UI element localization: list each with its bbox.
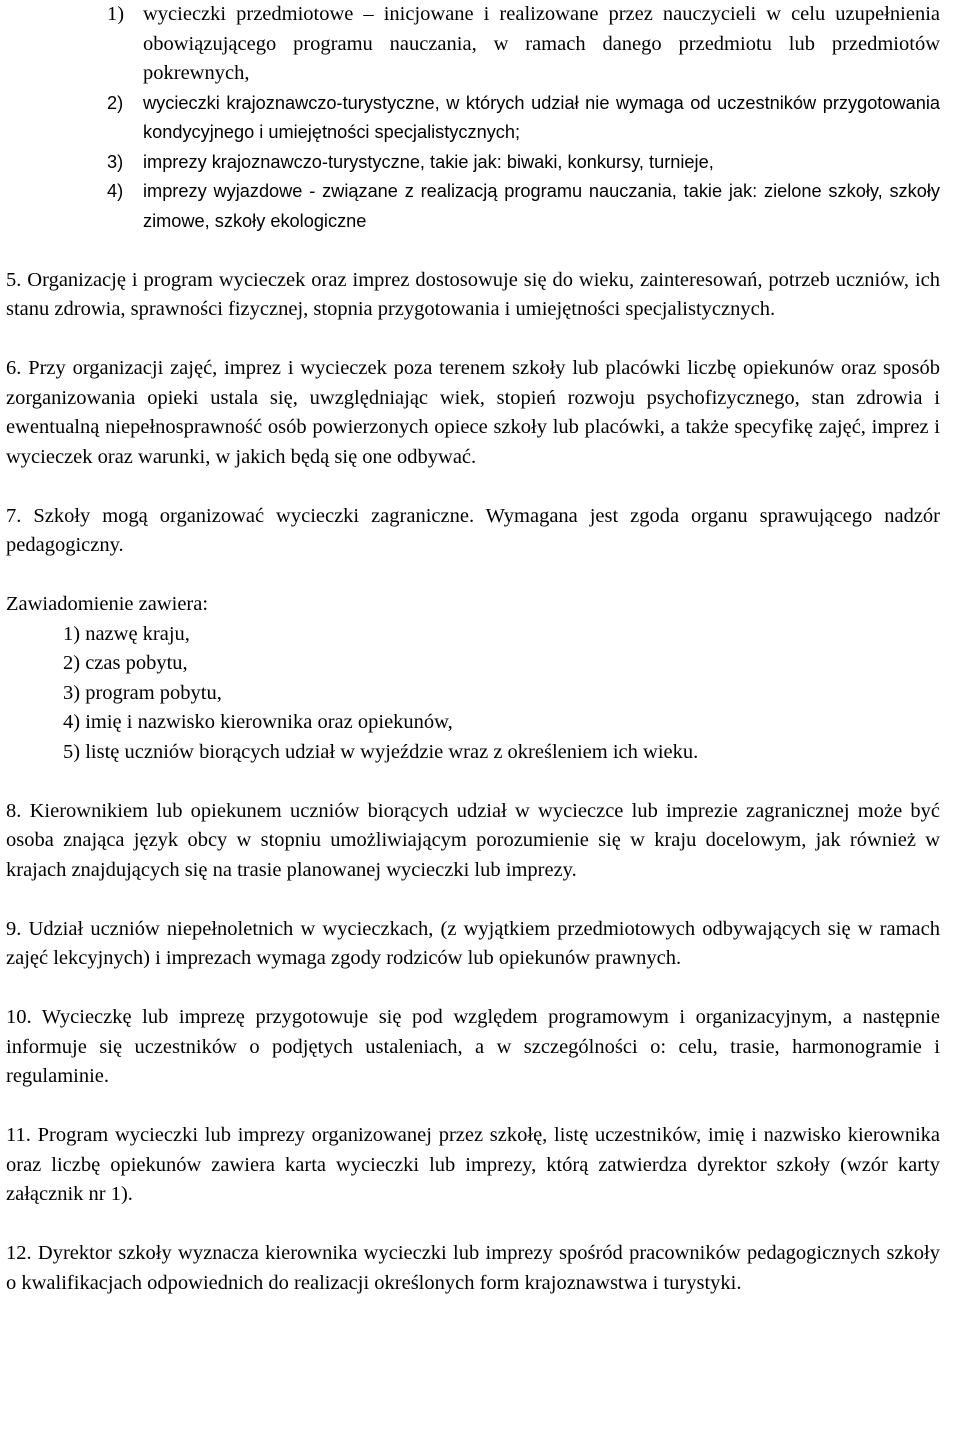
paragraph-6: 6. Przy organizacji zajęć, imprez i wycieczek poza terenem szkoły lub placówki liczbę opiekunów oraz sposób zorganizowania opieki ustala się, uwzględniając wiek, stopień rozwoju psychofizycznego, stan zdrowia i ewentualną niepełnosprawność osób powierzonych opiece szkoły lub placówki, a także specyfikę zajęć, imprez i wycieczek oraz warunki, w jakich będą się one odbywać. xyxy=(6,357,940,468)
trip-types-list xyxy=(6,0,940,236)
list-item-text: wycieczki przedmiotowe – inicjowane i realizowane przez nauczycieli w celu uzupełnienia obowiązującego programu nauczania, w ramach danego przedmiotu lub przedmiotów pokrewnych, xyxy=(143,3,940,84)
list-item: 1) nazwę kraju, xyxy=(63,622,190,645)
paragraph-8: 8. Kierownikiem lub opiekunem uczniów biorących udział w wycieczce lub imprezie zagranicznej może być osoba znająca język obcy w stopniu umożliwiającym porozumienie się w kraju docelowym, jak również w krajach znajdujących się na trasie planowanej wycieczki lub imprezy. xyxy=(6,799,940,881)
list-item-text: wycieczki krajoznawczo-turystyczne, w których udział nie wymaga od uczestników przygotowania kondycyjnego i umiejętności specjalistycznych; xyxy=(143,92,940,142)
list-item: 5) listę uczniów biorących udział w wyjeździe wraz z określeniem ich wieku. xyxy=(63,740,699,763)
list-item: 4) imię i nazwisko kierownika oraz opiekunów, xyxy=(63,711,453,733)
list-item xyxy=(6,89,940,148)
list-item xyxy=(6,177,940,236)
list-item-number: 3) xyxy=(107,151,124,172)
list-item: 2) czas pobytu, xyxy=(63,652,188,674)
notification-list xyxy=(6,620,940,768)
paragraph-7: 7. Szkoły mogą organizować wycieczki zagraniczne. Wymagana jest zgoda organu sprawującego nadzór pedagogiczny. xyxy=(6,504,940,556)
notification-heading: Zawiadomienie zawiera: xyxy=(6,593,209,615)
list-item-number: 2) xyxy=(107,92,124,113)
list-item xyxy=(6,0,940,89)
paragraph-11: 11. Program wycieczki lub imprezy organizowanej przez szkołę, listę uczestników, imię i nazwisko kierownika oraz liczbę opiekunów zawiera karta wycieczki lub imprezy, którą zatwierdza dyrektor szkoły (wzór karty załącznik nr 1). xyxy=(6,1124,940,1205)
list-item-number: 4) xyxy=(107,181,124,201)
list-item-text: imprezy krajoznawczo-turystyczne, takie jak: biwaki, konkursy, turnieje, xyxy=(143,151,714,172)
list-item-number: 1) xyxy=(107,3,125,25)
paragraph-5: 5. Organizację i program wycieczek oraz imprez dostosowuje się do wieku, zainteresowań, potrzeb uczniów, ich stanu zdrowia, sprawności fizycznej, stopnia przygotowania i umiejętności specjalistycznych. xyxy=(6,268,940,320)
list-item-text: imprezy wyjazdowe - związane z realizacją programu nauczania, takie jak: zielone szkoły, szkoły zimowe, szkoły ekologiczne xyxy=(143,181,940,231)
paragraph-9: 9. Udział uczniów niepełnoletnich w wycieczkach, (z wyjątkiem przedmiotowych odbywających się w ramach zajęć lekcyjnych) i imprezach wymaga zgody rodziców lub opiekunów prawnych. xyxy=(6,917,940,969)
paragraph-12: 12. Dyrektor szkoły wyznacza kierownika wycieczki lub imprezy spośród pracowników pedagogicznych szkoły o kwalifikacjach odpowiednich do realizacji określonych form krajoznawstwa i turystyki. xyxy=(6,1242,940,1294)
list-item: 3) program pobytu, xyxy=(63,681,222,704)
paragraph-10: 10. Wycieczkę lub imprezę przygotowuje się pod względem programowym i organizacyjnym, a następnie informuje się uczestników o podjętych ustaleniach, a w szczególności o: celu, trasie, harmonogramie i regulaminie. xyxy=(6,1006,940,1087)
document-page xyxy=(6,0,940,1298)
list-item xyxy=(6,148,940,178)
